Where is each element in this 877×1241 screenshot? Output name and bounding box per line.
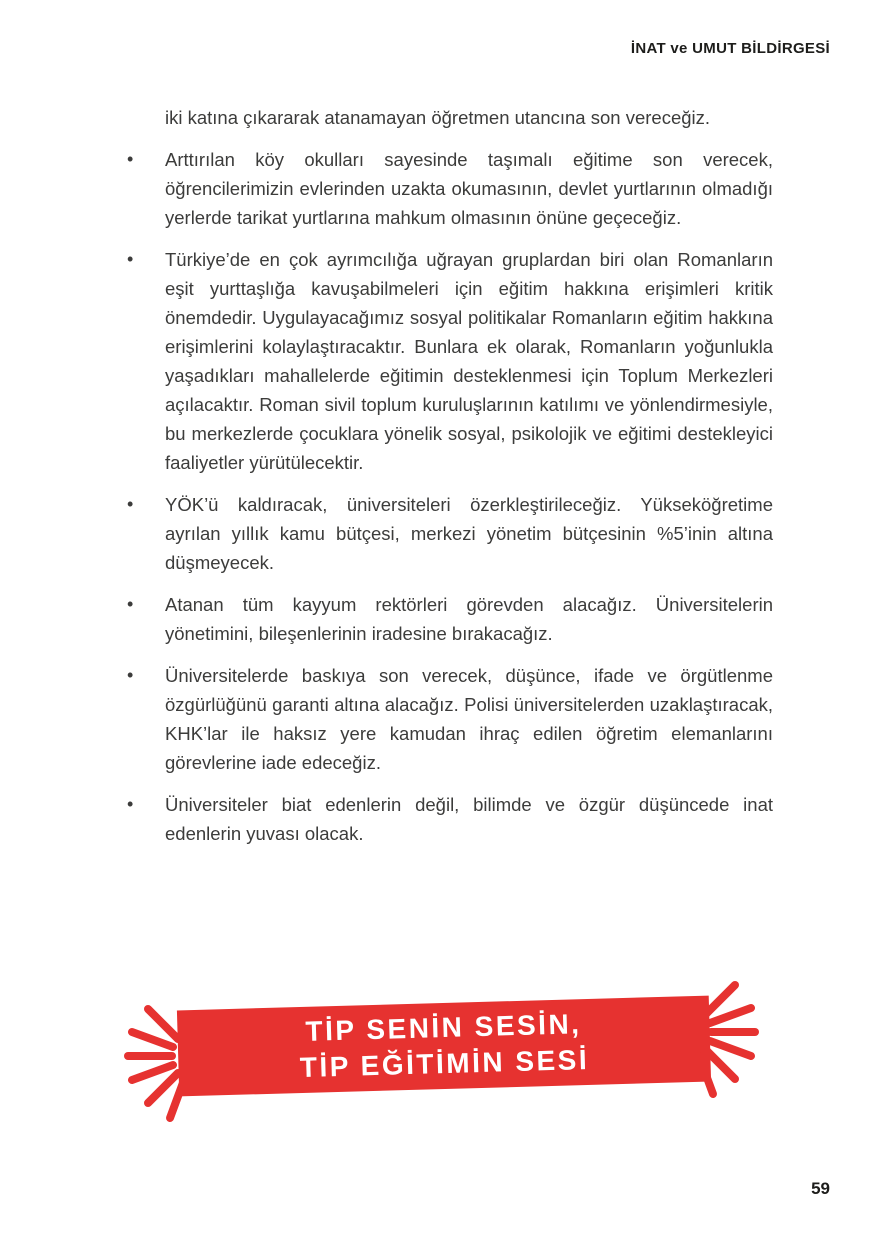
page-number: 59	[811, 1179, 830, 1198]
bullet-dot: •	[127, 594, 134, 614]
bullet-text: YÖK’ü kaldıracak, üniversiteleri özerkleştirileceğiz. Yükseköğretime ayrılan yıllık kamu bütçesi, merkezi yönetim bütçesinin %5’inin altına düşmeyecek.	[165, 494, 773, 573]
bullet-list	[125, 145, 773, 848]
bullet-dot: •	[127, 249, 134, 269]
list-item	[125, 790, 773, 848]
banner-line-2: TİP EĞİTİMİN SESİ	[299, 1043, 590, 1084]
list-item	[125, 661, 773, 777]
slogan-banner-section	[0, 955, 877, 1135]
paragraph-continuation: iki katına çıkararak atanamayan öğretmen utancına son vereceğiz.	[165, 107, 711, 128]
bullet-text: Atanan tüm kayyum rektörleri görevden alacağız. Üniversitelerin yönetimini, bileşenlerinin iradesine bırakacağız.	[165, 594, 773, 644]
banner-line-1: TİP SENİN SESİN,	[305, 1008, 582, 1047]
bullet-dot: •	[127, 494, 134, 514]
bullet-text: Türkiye’de en çok ayrımcılığa uğrayan gruplardan biri olan Romanların eşit yurttaşlığa kavuşabilmeleri için eğitim hakkına erişimleri kritik önemdedir. Uygulayacağımız sosyal politikalar Romanların eğitim hakkına erişimlerini kolaylaştıracaktır. Bunlara ek olarak, Romanların yoğunlukla yaşadıkları mahallelerde eğitimin desteklenmesi için Toplum Merkezleri açılacaktır. Roman sivil toplum kuruluşlarının katılımı ve yönlendirmesiyle, bu merkezlerde çocuklara yönelik sosyal, psikolojik ve eğitimi destekleyici faaliyetler yürütülecektir.	[165, 249, 773, 473]
bullet-dot: •	[127, 665, 134, 685]
page-content	[125, 103, 773, 861]
list-item	[125, 590, 773, 648]
running-header: İNAT ve UMUT BİLDİRGESİ	[630, 40, 830, 57]
bullet-text: Üniversiteler biat edenlerin değil, bilimde ve özgür düşüncede inat edenlerin yuvası olacak.	[165, 794, 773, 844]
list-item	[125, 490, 773, 577]
list-item	[125, 145, 773, 232]
bullet-text: Arttırılan köy okulları sayesinde taşımalı eğitime son verecek, öğrencilerimizin evlerinden uzakta okumasının, devlet yurtlarının olmadığı yerlerde tarikat yurtlarına mahkum olmasının önüne geçeceğiz.	[165, 149, 773, 228]
bullet-dot: •	[127, 149, 134, 169]
bullet-text: Üniversitelerde baskıya son verecek, düşünce, ifade ve örgütlenme özgürlüğünü garanti altına alacağız. Polisi üniversitelerden uzaklaştıracak, KHK’lar ile haksız yere kamudan ihraç edilen öğretim elemanlarını görevlerine iade edeceğiz.	[165, 665, 773, 773]
bullet-dot: •	[127, 794, 134, 814]
list-item	[125, 245, 773, 477]
burst-lines-icon	[693, 959, 765, 1103]
slogan-banner	[177, 996, 711, 1097]
